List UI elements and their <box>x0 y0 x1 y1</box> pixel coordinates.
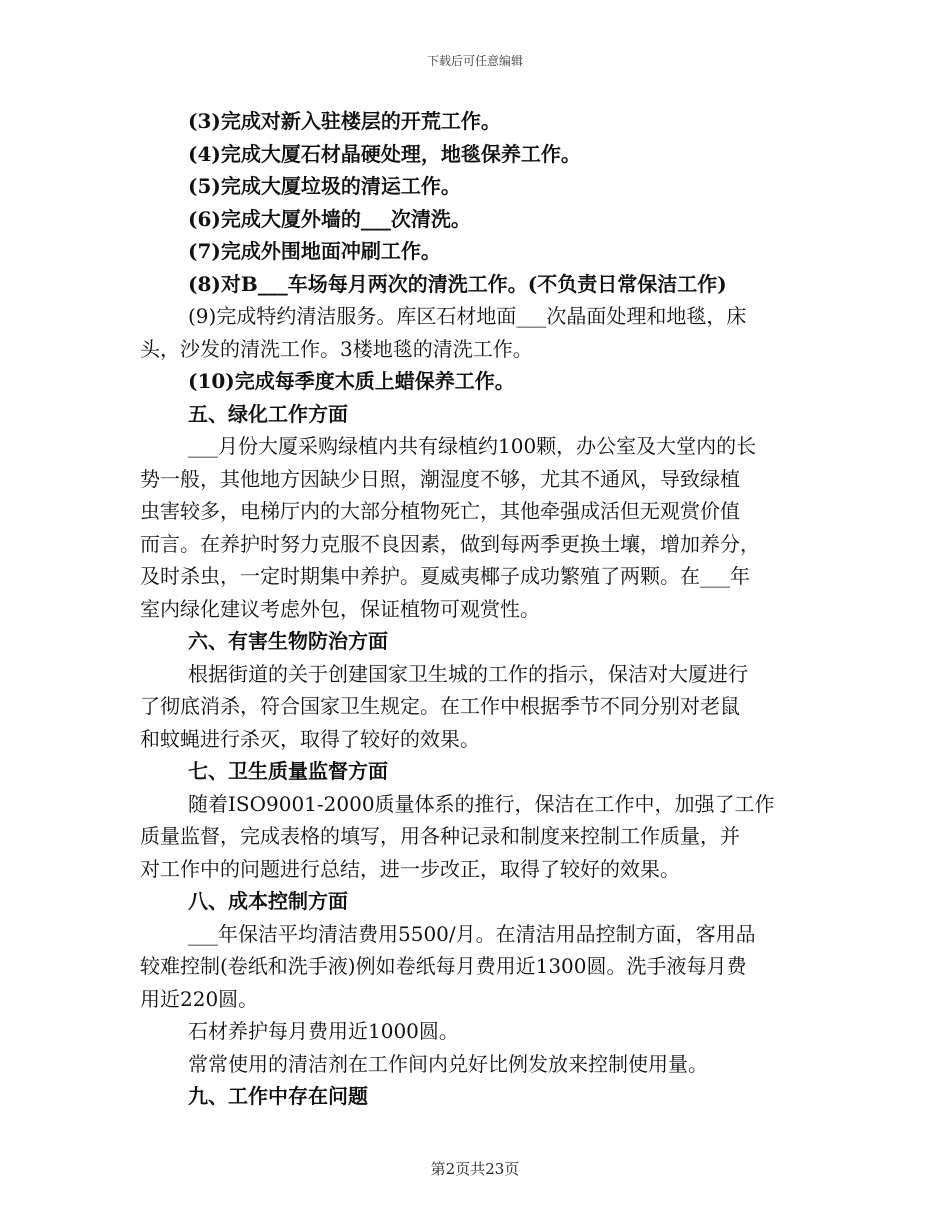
text-line: 势一般，其他地方因缺少日照，潮湿度不够，尤其不通风，导致绿植 <box>140 466 740 491</box>
text-line: 常常使用的清洁剂在工作间内兑好比例发放来控制使用量。 <box>188 1051 708 1076</box>
text-line: 较难控制(卷纸和洗手液)例如卷纸每月费用近1300圆。洗手液每月费 <box>140 954 747 978</box>
text-line: 头，沙发的清洗工作。3楼地毯的清洗工作。 <box>140 336 533 361</box>
section-line: (6)完成大厦外墙的___次清洗。 <box>188 206 471 231</box>
text-line: 了彻底消杀，符合国家卫生规定。在工作中根据季节不同分别对老鼠 <box>140 694 740 718</box>
document-body <box>140 105 812 1113</box>
section-line: (4)完成大厦石材晶硬处理，地毯保养工作。 <box>188 141 581 166</box>
text-line: 随着ISO9001-2000质量体系的推行，保洁在工作中，加强了工作 <box>188 791 775 816</box>
page-footer: 第2页共23页 <box>430 1160 520 1178</box>
section-line: 五、绿化工作方面 <box>188 401 348 426</box>
text-line: 及时杀虫，一定时期集中养护。夏威夷椰子成功繁殖了两颗。在___年 <box>140 564 750 588</box>
text-line: 用近220圆。 <box>140 986 259 1011</box>
page-header: 下载后可任意编辑 <box>426 54 523 68</box>
section-line: (3)完成对新入驻楼层的开荒工作。 <box>188 109 501 133</box>
text-line: 和蚊蝇进行杀灭，取得了较好的效果。 <box>140 726 480 751</box>
text-line: ___月份大厦采购绿植内共有绿植约100颗，办公室及大堂内的长 <box>188 434 757 458</box>
section-line: (7)完成外围地面冲刷工作。 <box>188 239 441 263</box>
text-line: 质量监督，完成表格的填写，用各种记录和制度来控制工作质量，并 <box>140 824 740 848</box>
text-line: 根据街道的关于创建国家卫生城的工作的指示，保洁对大厦进行 <box>188 661 748 686</box>
section-line: 六、有害生物防治方面 <box>188 629 388 653</box>
text-line: 对工作中的问题进行总结，进一步改正，取得了较好的效果。 <box>140 856 680 881</box>
section-line: (8)对B___车场每月两次的清洗工作。(不负责日常保洁工作) <box>188 271 727 296</box>
text-line: 而言。在养护时努力克服不良因素，做到每两季更换土壤，增加养分， <box>140 531 760 556</box>
section-line: (5)完成大厦垃圾的清运工作。 <box>188 174 461 198</box>
text-line: 虫害较多，电梯厅内的大部分植物死亡，其他牵强成活但无观赏价值 <box>140 499 740 523</box>
text-line: ___年保洁平均清洁费用5500/月。在清洁用品控制方面，客用品 <box>188 921 756 946</box>
section-line: 九、工作中存在问题 <box>188 1084 368 1108</box>
section-line: 七、卫生质量监督方面 <box>188 759 388 783</box>
text-line: 室内绿化建议考虑外包，保证植物可观赏性。 <box>140 596 540 621</box>
text-line: 石材养护每月费用近1000圆。 <box>188 1019 459 1043</box>
text-line: (9)完成特约清洁服务。库区石材地面___次晶面处理和地毯，床 <box>188 304 747 328</box>
section-line: 八、成本控制方面 <box>188 889 348 913</box>
section-line: (10)完成每季度木质上蜡保养工作。 <box>188 369 515 393</box>
